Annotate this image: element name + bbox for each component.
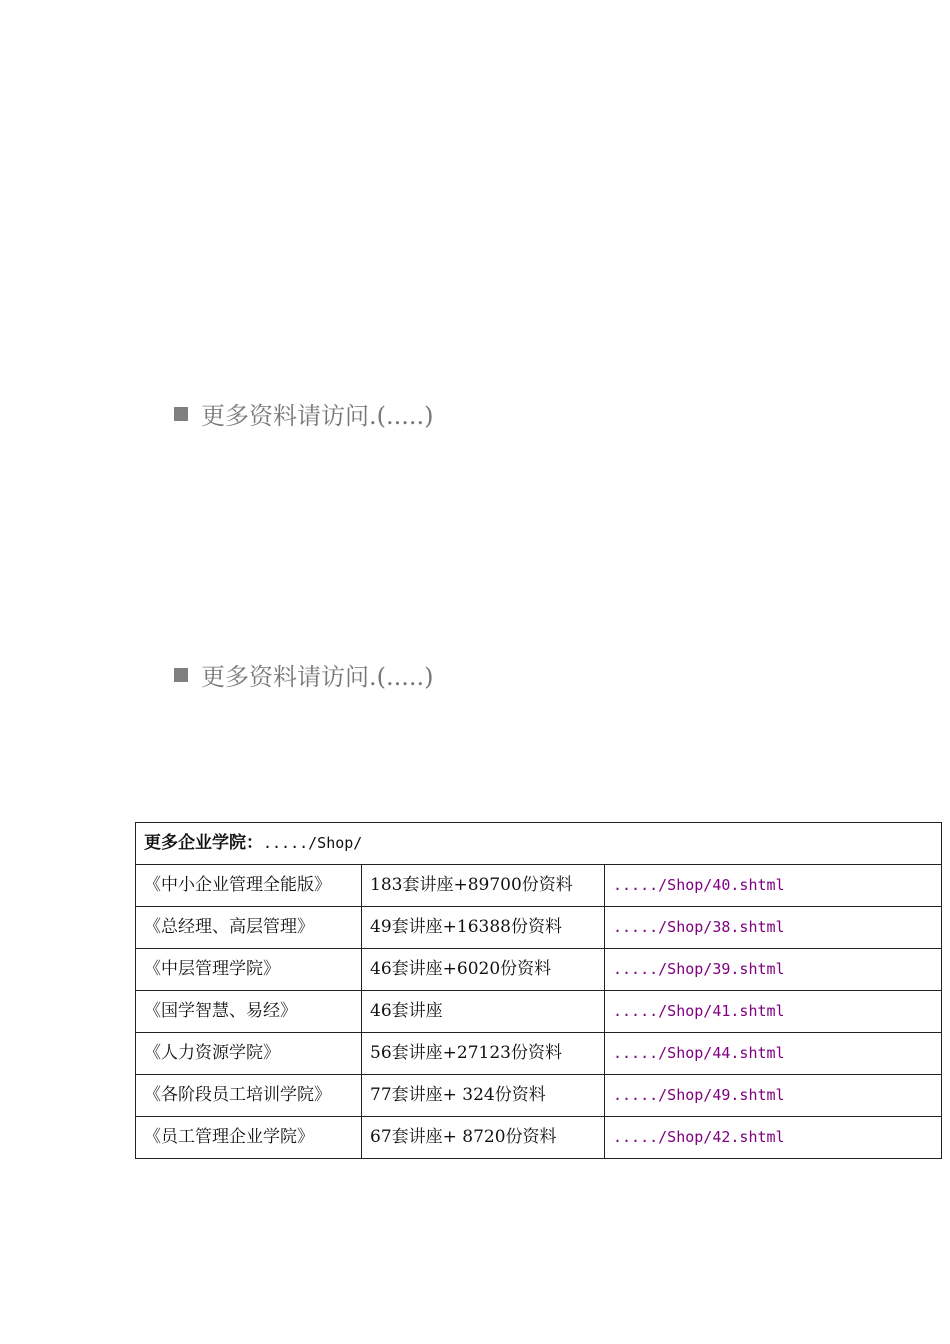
square-bullet-icon [174, 407, 188, 421]
course-desc: 46套讲座+6020份资料 [362, 949, 605, 991]
course-title: 《人力资源学院》 [136, 1033, 362, 1075]
course-desc: 46套讲座 [362, 991, 605, 1033]
course-link[interactable]: ...../Shop/41.shtml [613, 1002, 785, 1020]
more-info-bullet-1 [174, 396, 434, 431]
course-desc: 183套讲座+89700份资料 [362, 865, 605, 907]
course-url-cell [605, 1075, 942, 1117]
course-url-cell [605, 1033, 942, 1075]
course-url-cell [605, 865, 942, 907]
more-info-bullet-2 [174, 657, 434, 692]
more-info-text-1: 更多资料请访问.(.....) [201, 402, 434, 430]
table-header-row [136, 823, 942, 865]
course-link[interactable]: ...../Shop/44.shtml [613, 1044, 785, 1062]
course-desc: 67套讲座+ 8720份资料 [362, 1117, 605, 1159]
table-row [136, 1117, 942, 1159]
header-url[interactable]: ...../Shop/ [263, 834, 363, 852]
course-link[interactable]: ...../Shop/40.shtml [613, 876, 785, 894]
table-header-cell [136, 823, 942, 865]
academy-table [135, 822, 942, 1159]
course-link[interactable]: ...../Shop/42.shtml [613, 1128, 785, 1146]
course-link[interactable]: ...../Shop/49.shtml [613, 1086, 785, 1104]
table-row [136, 907, 942, 949]
course-title: 《总经理、高层管理》 [136, 907, 362, 949]
course-url-cell [605, 949, 942, 991]
course-link[interactable]: ...../Shop/38.shtml [613, 918, 785, 936]
course-title: 《员工管理企业学院》 [136, 1117, 362, 1159]
course-url-cell [605, 1117, 942, 1159]
table-row [136, 1033, 942, 1075]
table-row [136, 991, 942, 1033]
header-label: 更多企业学院： [144, 833, 263, 853]
course-desc: 56套讲座+27123份资料 [362, 1033, 605, 1075]
course-title: 《中层管理学院》 [136, 949, 362, 991]
course-url-cell [605, 907, 942, 949]
course-url-cell [605, 991, 942, 1033]
table-row [136, 865, 942, 907]
course-desc: 49套讲座+16388份资料 [362, 907, 605, 949]
table-row [136, 949, 942, 991]
course-title: 《中小企业管理全能版》 [136, 865, 362, 907]
course-link[interactable]: ...../Shop/39.shtml [613, 960, 785, 978]
table-row [136, 1075, 942, 1117]
course-title: 《国学智慧、易经》 [136, 991, 362, 1033]
course-desc: 77套讲座+ 324份资料 [362, 1075, 605, 1117]
more-info-text-2: 更多资料请访问.(.....) [201, 663, 434, 691]
square-bullet-icon [174, 668, 188, 682]
course-title: 《各阶段员工培训学院》 [136, 1075, 362, 1117]
